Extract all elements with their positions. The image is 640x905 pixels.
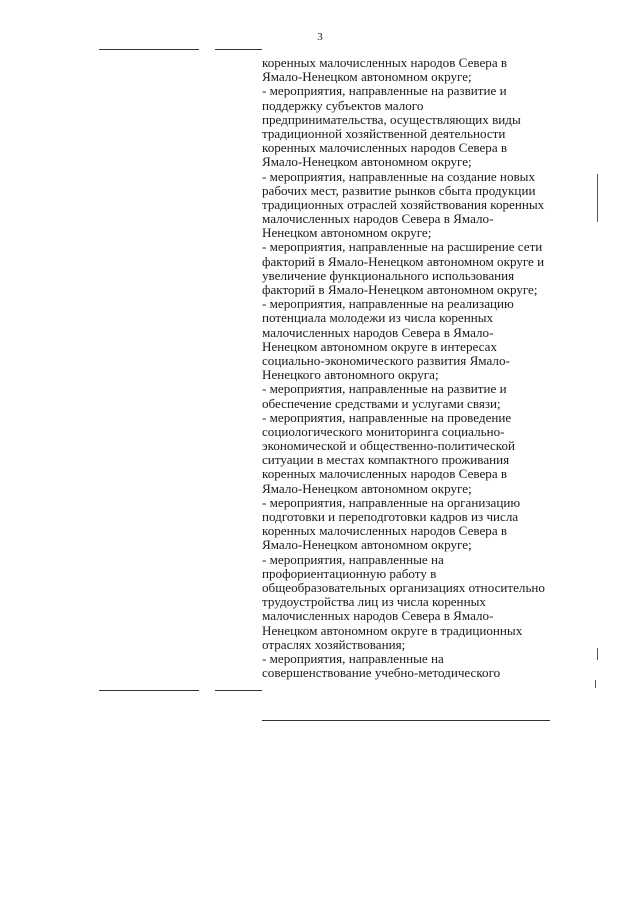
text-line: увеличение функционального использования bbox=[262, 267, 515, 283]
text-line: Ненецком автономном округе; bbox=[262, 225, 432, 241]
text-line: Ненецком автономном округе в традиционных bbox=[262, 622, 523, 638]
bottom-left-rule bbox=[99, 690, 199, 691]
text-line: ситуации в местах компактного проживания bbox=[262, 452, 510, 468]
text-line: - мероприятия, направленные на развитие и bbox=[262, 83, 507, 99]
text-line: совершенствование учебно-методического bbox=[262, 665, 501, 681]
text-line: социологического мониторинга социально- bbox=[262, 423, 505, 439]
top-left-rule bbox=[99, 49, 199, 50]
text-line: - мероприятия, направленные на организацию bbox=[262, 494, 521, 510]
text-line: Ямало-Ненецком автономном округе; bbox=[262, 537, 472, 553]
text-line: традиционных отраслей хозяйствования коренных bbox=[262, 196, 545, 212]
text-line: отраслях хозяйствования; bbox=[262, 636, 406, 652]
text-line: - мероприятия, направленные на bbox=[262, 650, 444, 666]
text-line: - мероприятия, направленные на проведение bbox=[262, 409, 512, 425]
text-line: общеобразовательных организациях относительно bbox=[262, 579, 545, 595]
text-line: Ямало-Ненецком автономном округе; bbox=[262, 480, 472, 496]
text-line: факторий в Ямало-Ненецком автономном округе; bbox=[262, 282, 538, 297]
right-margin-mark bbox=[597, 174, 598, 222]
text-line: подготовки и переподготовки кадров из числа bbox=[262, 509, 519, 524]
text-line: коренных малочисленных народов Севера в bbox=[262, 55, 508, 70]
text-line: Ямало-Ненецком автономном округе; bbox=[262, 154, 472, 170]
text-line: коренных малочисленных народов Севера в bbox=[262, 140, 508, 156]
text-line: - мероприятия, направленные на расширение сети bbox=[262, 239, 543, 255]
text-line: - мероприятия, направленные на создание новых bbox=[262, 168, 536, 184]
body-text bbox=[262, 56, 594, 680]
text-line: предпринимательства, осуществляющих виды bbox=[262, 111, 521, 127]
text-line: коренных малочисленных народов Севера в bbox=[262, 466, 508, 482]
text-line: Ненецком автономном округе в интересах bbox=[262, 338, 497, 354]
page-number: 3 bbox=[317, 31, 323, 43]
bottom-center-rule bbox=[215, 690, 262, 691]
text-line: малочисленных народов Севера в Ямало- bbox=[262, 324, 494, 340]
text-line: - мероприятия, направленные на реализацию bbox=[262, 296, 514, 312]
text-line: традиционной хозяйственной деятельности bbox=[262, 125, 506, 141]
text-line: трудоустройства лиц из числа коренных bbox=[262, 594, 486, 610]
text-line: поддержку субъектов малого bbox=[262, 97, 424, 113]
text-line: рабочих мест, развитие рынков сбыта продукции bbox=[262, 182, 536, 198]
text-line: коренных малочисленных народов Севера в bbox=[262, 523, 508, 539]
text-line: потенциала молодежи из числа коренных bbox=[262, 310, 494, 326]
text-line: Ямало-Ненецком автономном округе; bbox=[262, 69, 472, 85]
text-line: - мероприятия, направленные на bbox=[262, 551, 444, 567]
text-line: малочисленных народов Севера в Ямало- bbox=[262, 608, 494, 624]
text-line: профориентационную работу в bbox=[262, 565, 437, 581]
text-line: экономической и общественно-политической bbox=[262, 438, 516, 454]
text-line: социально-экономического развития Ямало- bbox=[262, 352, 510, 368]
right-margin-tick-lower bbox=[597, 648, 598, 660]
text-line: малочисленных народов Севера в Ямало- bbox=[262, 211, 494, 227]
text-line: факторий в Ямало-Ненецком автономном округе и bbox=[262, 253, 545, 269]
text-line: обеспечение средствами и услугами связи; bbox=[262, 395, 501, 411]
top-center-rule bbox=[215, 49, 262, 50]
right-margin-tick-bottom bbox=[595, 680, 596, 688]
text-line: Ненецкого автономного округа; bbox=[262, 367, 439, 383]
text-line: - мероприятия, направленные на развитие и bbox=[262, 381, 507, 397]
bottom-text-rule bbox=[262, 720, 550, 721]
